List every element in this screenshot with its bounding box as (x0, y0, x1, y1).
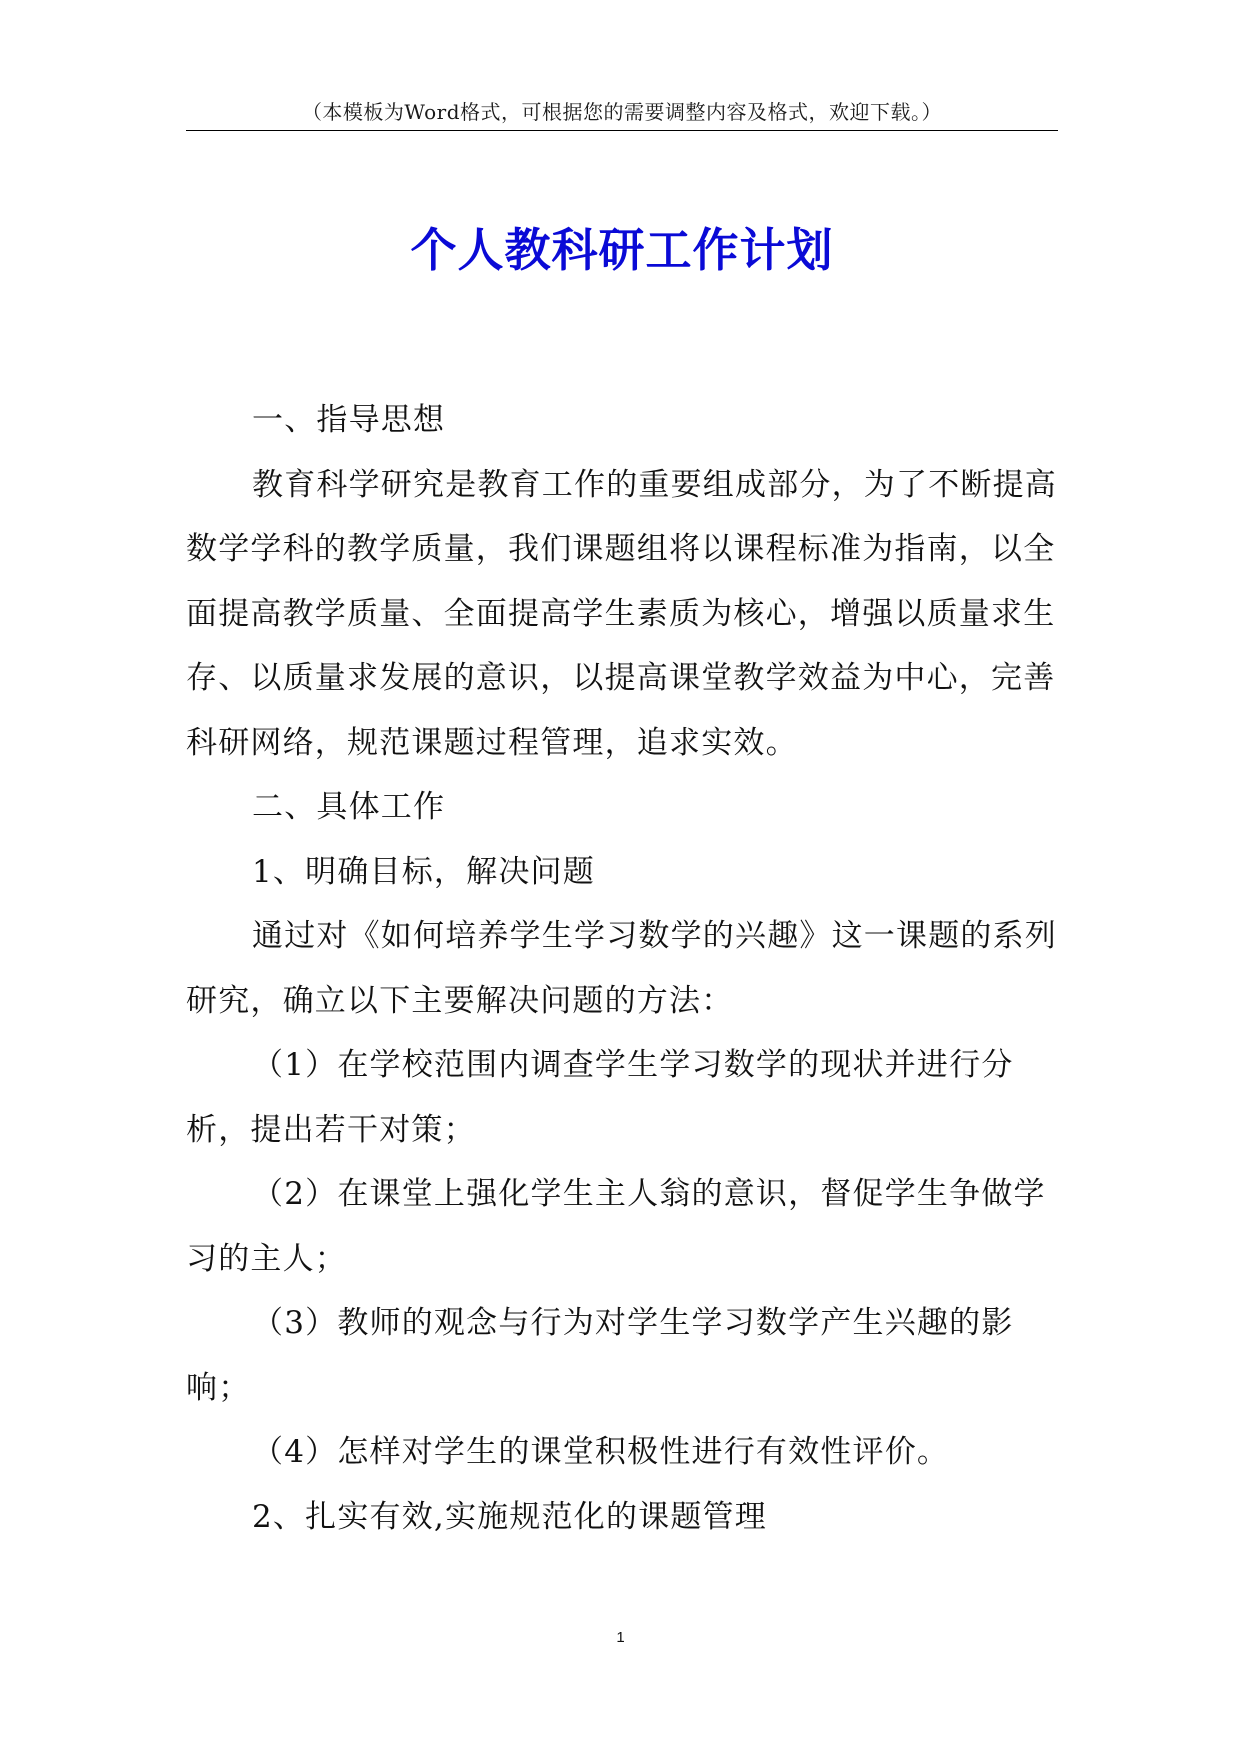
heading-specific-work: 二、具体工作 (252, 789, 446, 825)
subheading-standardized-management: 2、扎实有效,实施规范化的课题管理 (252, 1498, 767, 1535)
list-item-1: （1）在学校范围内调查学生学习数学的现状并进行分析，提出若干对策； (186, 1047, 1014, 1148)
paragraph-research-intro: 通过对《如何培养学生学习数学的兴趣》这一课题的系列研究，确立以下主要解决问题的方法： (186, 918, 1057, 1019)
list-item-3: （3）教师的观念与行为对学生学习数学产生兴趣的影响； (186, 1305, 1014, 1406)
paragraph-guiding-ideology: 教育科学研究是教育工作的重要组成部分，为了不断提高数学学科的教学质量，我们课题组将以课程标准为指南，以全面提高教学质量、全面提高学生素质为核心，增强以质量求生存、以质量求发展的意识，以提高课堂教学效益为中心，完善科研网络，规范课题过程管理，追求实效。 (186, 466, 1057, 761)
header-note: （本模板为Word格式，可根据您的需要调整内容及格式，欢迎下载。） (301, 100, 943, 124)
document-title: 个人教科研工作计划 (410, 223, 834, 277)
header-rule (186, 130, 1058, 131)
list-item-4: （4）怎样对学生的课堂积极性进行有效性评价。 (252, 1434, 950, 1470)
page-number: 1 (616, 1629, 625, 1646)
heading-guiding-ideology: 一、指导思想 (252, 402, 446, 438)
list-item-2: （2）在课堂上强化学生主人翁的意识，督促学生争做学习的主人； (186, 1176, 1046, 1277)
document-body (186, 388, 1066, 1549)
subheading-clear-goals: 1、明确目标，解决问题 (252, 853, 595, 890)
